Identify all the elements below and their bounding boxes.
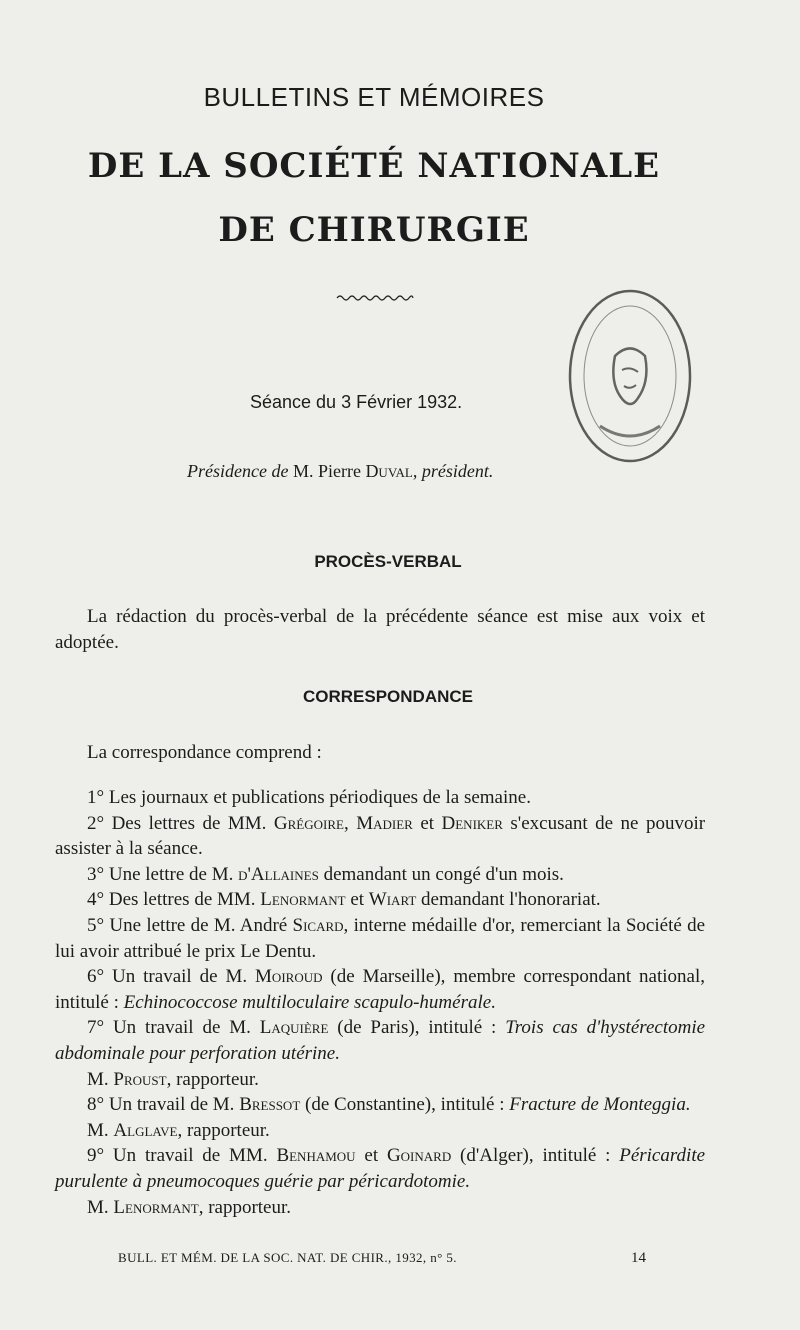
list-item: 9° Un travail de MM. Benhamou et Goinard (d'Alger), intitulé : Péricardite purulente à pneumocoques guérie par péricardotomie.: [55, 1145, 706, 1192]
proces-verbal-paragraph: La rédaction du procès-verbal de la précédente séance est mise aux voix et adoptée.: [55, 606, 705, 653]
presidency-prefix: Présidence de: [187, 461, 289, 481]
journal-title-line-3: DE CHIRURGIE: [218, 210, 530, 250]
list-item: 1° Les journaux et publications périodiques de la semaine.: [87, 787, 531, 808]
journal-title-line-1: BULLETINS ET MÉMOIRES: [203, 82, 545, 112]
journal-title-line-2: DE LA SOCIÉTÉ NATIONALE: [87, 146, 661, 186]
presidency-m: M. Pierre: [292, 461, 361, 481]
page-footer: BULL. ET MÉM. DE LA SOC. NAT. DE CHIR., 1932, n° 5.: [118, 1250, 457, 1265]
list-item: 4° Des lettres de MM. Lenormant et Wiart demandant l'honorariat.: [87, 889, 601, 911]
correspondance-intro: La correspondance comprend :: [87, 742, 322, 763]
proces-verbal-heading: PROCÈS-VERBAL: [314, 552, 462, 571]
correspondance-list: [55, 785, 705, 1220]
presidency-suffix: président.: [421, 461, 494, 481]
list-item: 7° Un travail de M. Laquière (de Paris), intitulé : Trois cas d'hystérectomie abdominale pour perforation utérine.: [55, 1017, 706, 1064]
page-number: 14: [631, 1250, 646, 1266]
president-name: Duval: [365, 461, 413, 481]
list-item: 2° Des lettres de MM. Grégoire, Madier et Deniker s'excusant de ne pouvoir assister à la séance.: [55, 812, 706, 860]
list-item: 6° Un travail de M. Moiroud (de Marseille), membre correspondant national, intitulé : Echinococcose multiloculaire scapulo-humérale.: [55, 966, 705, 1013]
ornament-divider: [335, 293, 415, 303]
rapporteur-line: M. Alglave, rapporteur.: [87, 1119, 270, 1141]
presidency-line: Présidence de M. Pierre Duval, président.: [187, 461, 494, 481]
list-item: 5° Une lettre de M. André Sicard, interne médaille d'or, remerciant la Société de lui avoir attribué le prix Le Dentu.: [55, 914, 706, 962]
session-date: Séance du 3 Février 1932.: [250, 392, 463, 412]
correspondance-heading: CORRESPONDANCE: [302, 687, 474, 706]
correspondance-body: [55, 740, 705, 766]
library-stamp: [560, 286, 700, 476]
list-item: 8° Un travail de M. Bressot (de Constantine), intitulé : Fracture de Monteggia.: [87, 1094, 691, 1116]
list-item: 3° Une lettre de M. d'Allaines demandant un congé d'un mois.: [87, 863, 564, 885]
proces-verbal-text: [55, 604, 705, 655]
rapporteur-line: M. Proust, rapporteur.: [87, 1068, 259, 1090]
rapporteur-line: M. Lenormant, rapporteur.: [87, 1196, 292, 1218]
